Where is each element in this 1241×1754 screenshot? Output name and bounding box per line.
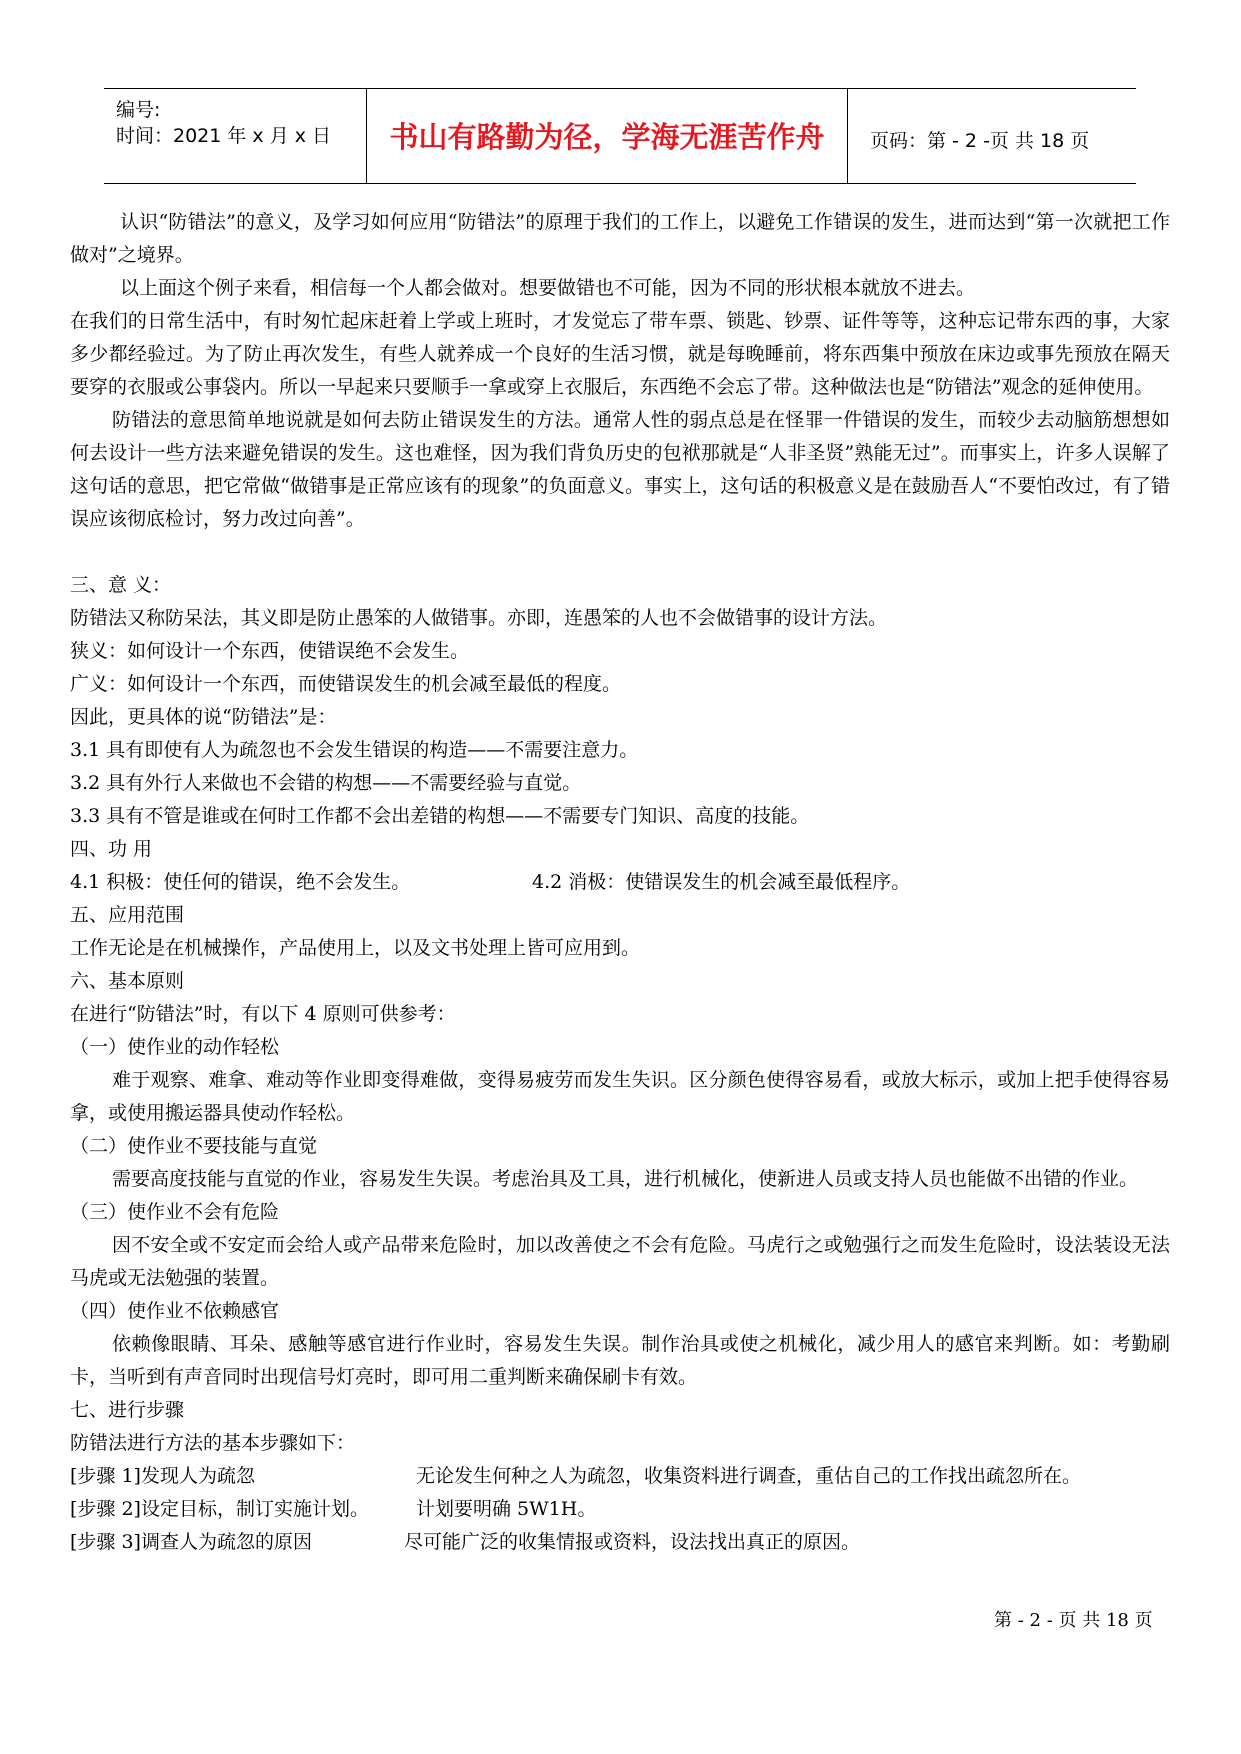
meaning-narrow: 狭义：如何设计一个东西，使错误绝不会发生。 [70, 640, 470, 662]
steps-intro: 防错法进行方法的基本步骤如下： [70, 1432, 356, 1454]
principle-4-title: （四）使作业不依赖感官 [70, 1300, 280, 1322]
scope-line: 工作无论是在机械操作，产品使用上，以及文书处理上皆可应用到。 [70, 937, 641, 959]
function-items [70, 866, 1170, 899]
step-2-desc: 计划要明确 5W1H。 [416, 1498, 597, 1520]
function-negative: 4.2 消极：使错误发生的机会减至最低程序。 [532, 871, 911, 893]
section-title-meaning: 三、意 义： [70, 574, 172, 596]
paragraph-daily-life: 在我们的日常生活中，有时匆忙起床赶着上学或上班时，才发觉忘了带车票、锁匙、钞票、证件等等，这种忘记带东西的事，大家多少都经验过。为了防止再次发生，有些人就养成一个良好的生活习惯，就是每晚睡前，将东西集中预放在床边或事先预放在隔天要穿的衣服或公事袋内。所以一早起来只要顺手一拿或穿上衣服后，东西绝不会忘了带。这种做法也是“防错法”观念的延伸使用。 [70, 310, 1170, 398]
document-body [70, 206, 1170, 1559]
step-1-desc: 无论发生何种之人为疏忽，收集资料进行调查，重估自己的工作找出疏忽所在。 [416, 1465, 1082, 1487]
header-motto-cell [366, 89, 848, 183]
function-positive: 4.1 积极：使任何的错误，绝不会发生。 [70, 871, 411, 893]
principle-1-text: 难于观察、难拿、难动等作业即变得难做，变得易疲劳而发生失识。区分颜色使得容易看，或放大标示，或加上把手使得容易拿，或使用搬运器具使动作轻松。 [70, 1069, 1170, 1124]
step-1 [70, 1460, 1170, 1493]
step-1-name: [步骤 1]发现人为疏忽 [70, 1465, 255, 1487]
section-title-steps: 七、进行步骤 [70, 1399, 185, 1421]
principle-2-text: 需要高度技能与直觉的作业，容易发生失误。考虑治具及工具，进行机械化，使新进人员或支持人员也能做不出错的作业。 [112, 1168, 1139, 1190]
document-time-label: 时间：2021 年 x 月 x 日 [116, 125, 332, 147]
paragraph-intro: 认识“防错法”的意义，及学习如何应用“防错法”的原理于我们的工作上，以避免工作错误的发生，进而达到“第一次就把工作做对”之境界。 [70, 211, 1170, 266]
page-footer: 第 - 2 - 页 共 18 页 [994, 1610, 1153, 1631]
section-title-scope: 五、应用范围 [70, 904, 185, 926]
meaning-item-3-1: 3.1 具有即使有人为疏忽也不会发生错误的构造——不需要注意力。 [70, 739, 639, 761]
step-3-name: [步骤 3]调查人为疏忽的原因 [70, 1531, 312, 1553]
header-page-code: 页码：第 - 2 -页 共 18 页 [870, 130, 1090, 152]
meaning-therefore: 因此，更具体的说“防错法”是： [70, 706, 337, 728]
meaning-line: 防错法又称防呆法，其义即是防止愚笨的人做错事。亦即，连愚笨的人也不会做错事的设计方法。 [70, 607, 888, 629]
section-title-function: 四、功 用 [70, 838, 153, 860]
meaning-item-3-2: 3.2 具有外行人来做也不会错的构想——不需要经验与直觉。 [70, 772, 582, 794]
spacer [70, 536, 1170, 569]
header-motto: 书山有路勤为径，学海无涯苦作舟 [389, 120, 825, 154]
principle-3-text: 因不安全或不安定而会给人或产品带来危险时，加以改善使之不会有危险。马虎行之或勉强行之而发生危险时，设法装设无法马虎或无法勉强的装置。 [70, 1234, 1170, 1289]
principle-2-title: （二）使作业不要技能与直觉 [70, 1135, 318, 1157]
principle-3-title: （三）使作业不会有危险 [70, 1201, 280, 1223]
meaning-broad: 广义：如何设计一个东西，而使错误发生的机会减至最低的程度。 [70, 673, 622, 695]
document-number-label: 编号: [116, 99, 161, 121]
paragraph-example: 以上面这个例子来看，相信每一个人都会做对。想要做错也不可能，因为不同的形状根本就放不进去。 [120, 277, 976, 299]
principle-1-title: （一）使作业的动作轻松 [70, 1036, 280, 1058]
meaning-item-3-3: 3.3 具有不管是谁或在何时工作都不会出差错的构想——不需要专门知识、高度的技能。 [70, 805, 810, 827]
principles-intro: 在进行“防错法”时，有以下 4 原则可供参考： [70, 1003, 456, 1025]
step-2 [70, 1493, 1170, 1526]
step-2-name: [步骤 2]设定目标，制订实施计划。 [70, 1498, 369, 1520]
header-info-cell [104, 89, 366, 183]
step-3-desc: 尽可能广泛的收集情报或资料，设法找出真正的原因。 [404, 1531, 861, 1553]
paragraph-definition: 防错法的意思简单地说就是如何去防止错误发生的方法。通常人性的弱点总是在怪罪一件错误的发生，而较少去动脑筋想想如何去设计一些方法来避免错误的发生。这也难怪，因为我们背负历史的包袱那就是“人非圣贤”熟能无过”。而事实上，许多人误解了这句话的意思，把它常做“做错事是正常应该有的现象”的负面意义。事实上，这句话的积极意义是在鼓励吾人“不要怕改过，有了错误应该彻底检讨，努力改过向善”。 [70, 409, 1170, 530]
section-title-principles: 六、基本原则 [70, 970, 185, 992]
step-3 [70, 1526, 1170, 1559]
principle-4-text: 依赖像眼睛、耳朵、感触等感官进行作业时，容易发生失误。制作治具或使之机械化，减少用人的感官来判断。如：考勤刷卡，当听到有声音同时出现信号灯亮时，即可用二重判断来确保刷卡有效。 [70, 1333, 1170, 1388]
